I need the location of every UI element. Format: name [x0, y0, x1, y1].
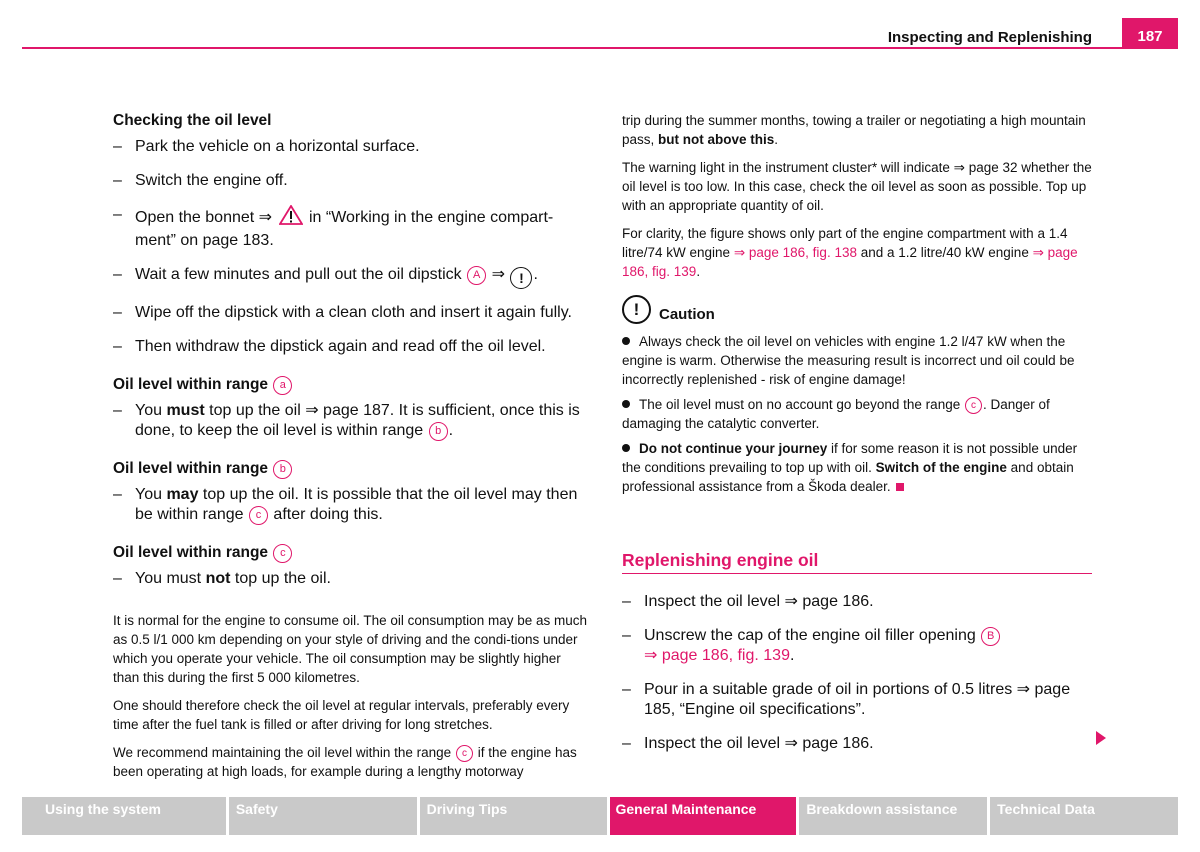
step-park [113, 137, 588, 157]
step-text: Pour in a suitable grade of oil in portions of 0.5 litres ⇒ page 185, “Engine oil specifications”. [644, 681, 1071, 718]
section-end-mark [896, 483, 904, 491]
page-number: 187 [1122, 18, 1178, 49]
bullet-text: and obtain professional assistance from a Škoda dealer. [622, 460, 1074, 494]
paragraph-text: . [696, 264, 701, 279]
page-title: Inspecting and Replenishing [887, 29, 1092, 46]
step-withdraw [113, 337, 588, 357]
dash: – [113, 138, 122, 155]
range-b-heading [113, 459, 588, 479]
tab-driving-tips[interactable]: Driving Tips [420, 797, 608, 835]
header-rule [22, 47, 1178, 49]
fig-139-link[interactable]: ⇒ page 186, fig. 139 [644, 647, 790, 664]
step-text: . [533, 266, 538, 283]
replenish-step [622, 592, 1092, 612]
heading-text: Oil level within range [113, 544, 269, 561]
step-text: Inspect the oil level ⇒ page 186. [644, 735, 874, 752]
range-b-step [113, 485, 588, 525]
range-c-heading [113, 543, 588, 563]
step-text: Then withdraw the dipstick again and read off the oil level. [135, 338, 546, 355]
bullet-dot [622, 337, 630, 345]
step-text: in “Working in the engine compart-ment” on page 183. [135, 209, 554, 249]
caution-header [622, 295, 1092, 324]
step-text: Wait a few minutes and pull out the oil dipstick [135, 266, 462, 283]
marker-c: c [965, 397, 982, 414]
step-wipe [113, 303, 588, 323]
dash: – [622, 681, 631, 698]
step-text: top up the oil ⇒ page 187. It is sufficient, once this is done, to keep the oil level is within range [135, 402, 580, 439]
paragraph-text: and a 1.2 litre/40 kW engine [856, 245, 1033, 260]
caution-title: Caution [659, 306, 715, 323]
marker-c: c [456, 745, 473, 762]
paragraph-text: trip during the summer months, towing a trailer or negotiating a high mountain pass, [622, 113, 1086, 147]
checking-heading: Checking the oil level [113, 112, 272, 129]
heading-text: Oil level within range [113, 376, 269, 393]
emphasis: Switch of the engine [875, 460, 1007, 475]
marker-c: c [273, 544, 292, 563]
caution-bullet [622, 332, 1092, 389]
warning-triangle-icon [279, 205, 303, 231]
dash: – [622, 735, 631, 752]
bullet-text: The oil level must on no account go beyond the range [639, 397, 961, 412]
step-text: top up the oil. [230, 570, 331, 587]
fig-139-link[interactable]: ⇒ page 186, fig. 139 [622, 245, 1078, 279]
marker-c: c [249, 506, 268, 525]
trip-paragraph [622, 111, 1092, 149]
replenish-step [622, 626, 1092, 666]
caution-exclamation-icon: ! [622, 295, 651, 324]
dash: – [622, 627, 631, 644]
tab-safety[interactable]: Safety [229, 797, 417, 835]
marker-b: b [429, 422, 448, 441]
caution-bullet [622, 395, 1092, 433]
paragraph-text: For clarity, the figure shows only part of the engine compartment with a 1.4 litre/74 kW engine [622, 226, 1068, 260]
step-open-bonnet [113, 205, 588, 251]
consumption-paragraph: It is normal for the engine to consume oil. The oil consumption may be as much as 0.5 l/1 000 km depending on your style of driving and the condi-tions under which you operate your vehicle. The oil consumption may be slightly higher than this during the first 5 000 kilometres. [113, 613, 587, 685]
step-text: Open the bonnet ⇒ [135, 209, 273, 226]
dash: – [113, 338, 122, 355]
emphasis: must [166, 402, 205, 419]
paragraph-text: if the engine has been operating at high loads, for example during a lengthy motorway [113, 745, 577, 779]
bullet-dot [622, 444, 630, 452]
dash: – [113, 304, 122, 321]
recommend-paragraph [113, 743, 588, 781]
step-switch-off [113, 171, 588, 191]
fig-138-link[interactable]: ⇒ page 186, fig. 138 [733, 245, 857, 260]
emphasis: but not above this [658, 132, 775, 147]
step-dipstick [113, 265, 588, 289]
step-text: You must [135, 570, 206, 587]
left-column [113, 111, 588, 790]
next-page-arrow-icon[interactable] [1096, 731, 1106, 745]
right-column [622, 111, 1092, 768]
dash: – [113, 172, 122, 189]
figure-note-paragraph [622, 224, 1092, 281]
step-text: . [448, 422, 454, 439]
dash: – [113, 266, 122, 283]
range-a-step [113, 401, 588, 441]
emphasis: may [166, 486, 199, 503]
arrow-ref: ⇒ [491, 266, 505, 283]
bullet-text: . Danger of damaging the catalytic converter. [622, 397, 1050, 431]
bullet-text: Always check the oil level on vehicles with engine 1.2 l/47 kW when the engine is warm. Otherwise the measuring result is incorrect und oil could be incorrectly replenished - risk of engine damage! [622, 334, 1075, 387]
range-c-step [113, 569, 588, 589]
dash: – [113, 402, 122, 419]
step-text: Switch the engine off. [135, 172, 288, 189]
heading-text: Oil level within range [113, 460, 269, 477]
bullet-text: if for some reason it is not possible under the conditions prevailing to top up with oil. [622, 441, 1078, 475]
emphasis: not [205, 570, 231, 587]
dash: – [622, 593, 631, 610]
step-text: after doing this. [268, 506, 383, 523]
paragraph-text: We recommend maintaining the oil level within the range [113, 745, 452, 760]
paragraph-text: . [774, 132, 779, 147]
step-text: You [135, 402, 167, 419]
step-text: Wipe off the dipstick with a clean cloth and insert it again fully. [135, 304, 572, 321]
dash: – [113, 206, 122, 223]
step-text: Unscrew the cap of the engine oil filler opening [644, 627, 976, 644]
tab-breakdown-assistance[interactable]: Breakdown assistance [799, 797, 987, 835]
tab-using-the-system[interactable]: Using the system [22, 797, 226, 835]
warning-light-paragraph: The warning light in the instrument cluster* will indicate ⇒ page 32 whether the oil level is too low. In this case, check the oil level as soon as possible. Top up with an appropriate quantity of oil. [622, 160, 1092, 213]
dash: – [113, 486, 122, 503]
step-text: . [789, 647, 795, 664]
replenish-heading: Replenishing engine oil [622, 550, 1092, 574]
marker-a: a [273, 376, 292, 395]
bullet-dot [622, 400, 630, 408]
step-text: top up the oil. It is possible that the oil level may then be within range [135, 486, 578, 523]
dash: – [113, 570, 122, 587]
step-text: You [135, 486, 167, 503]
footer-nav [22, 797, 1178, 835]
tab-technical-data[interactable]: Technical Data [990, 797, 1178, 835]
regular-check-paragraph: One should therefore check the oil level at regular intervals, preferably every time after the fuel tank is filled or after driving for long stretches. [113, 698, 570, 732]
step-text: Park the vehicle on a horizontal surface. [135, 138, 420, 155]
marker-A: A [467, 266, 486, 285]
emphasis: Do not continue your journey [639, 441, 828, 456]
replenish-step [622, 680, 1092, 720]
step-text: Inspect the oil level ⇒ page 186. [644, 593, 874, 610]
exclamation-icon: ! [510, 267, 532, 289]
replenish-step [622, 734, 1092, 754]
tab-general-maintenance[interactable]: General Maintenance [610, 797, 796, 835]
marker-B: B [981, 627, 1000, 646]
caution-bullet [622, 439, 1092, 496]
range-a-heading [113, 375, 588, 395]
marker-b: b [273, 460, 292, 479]
